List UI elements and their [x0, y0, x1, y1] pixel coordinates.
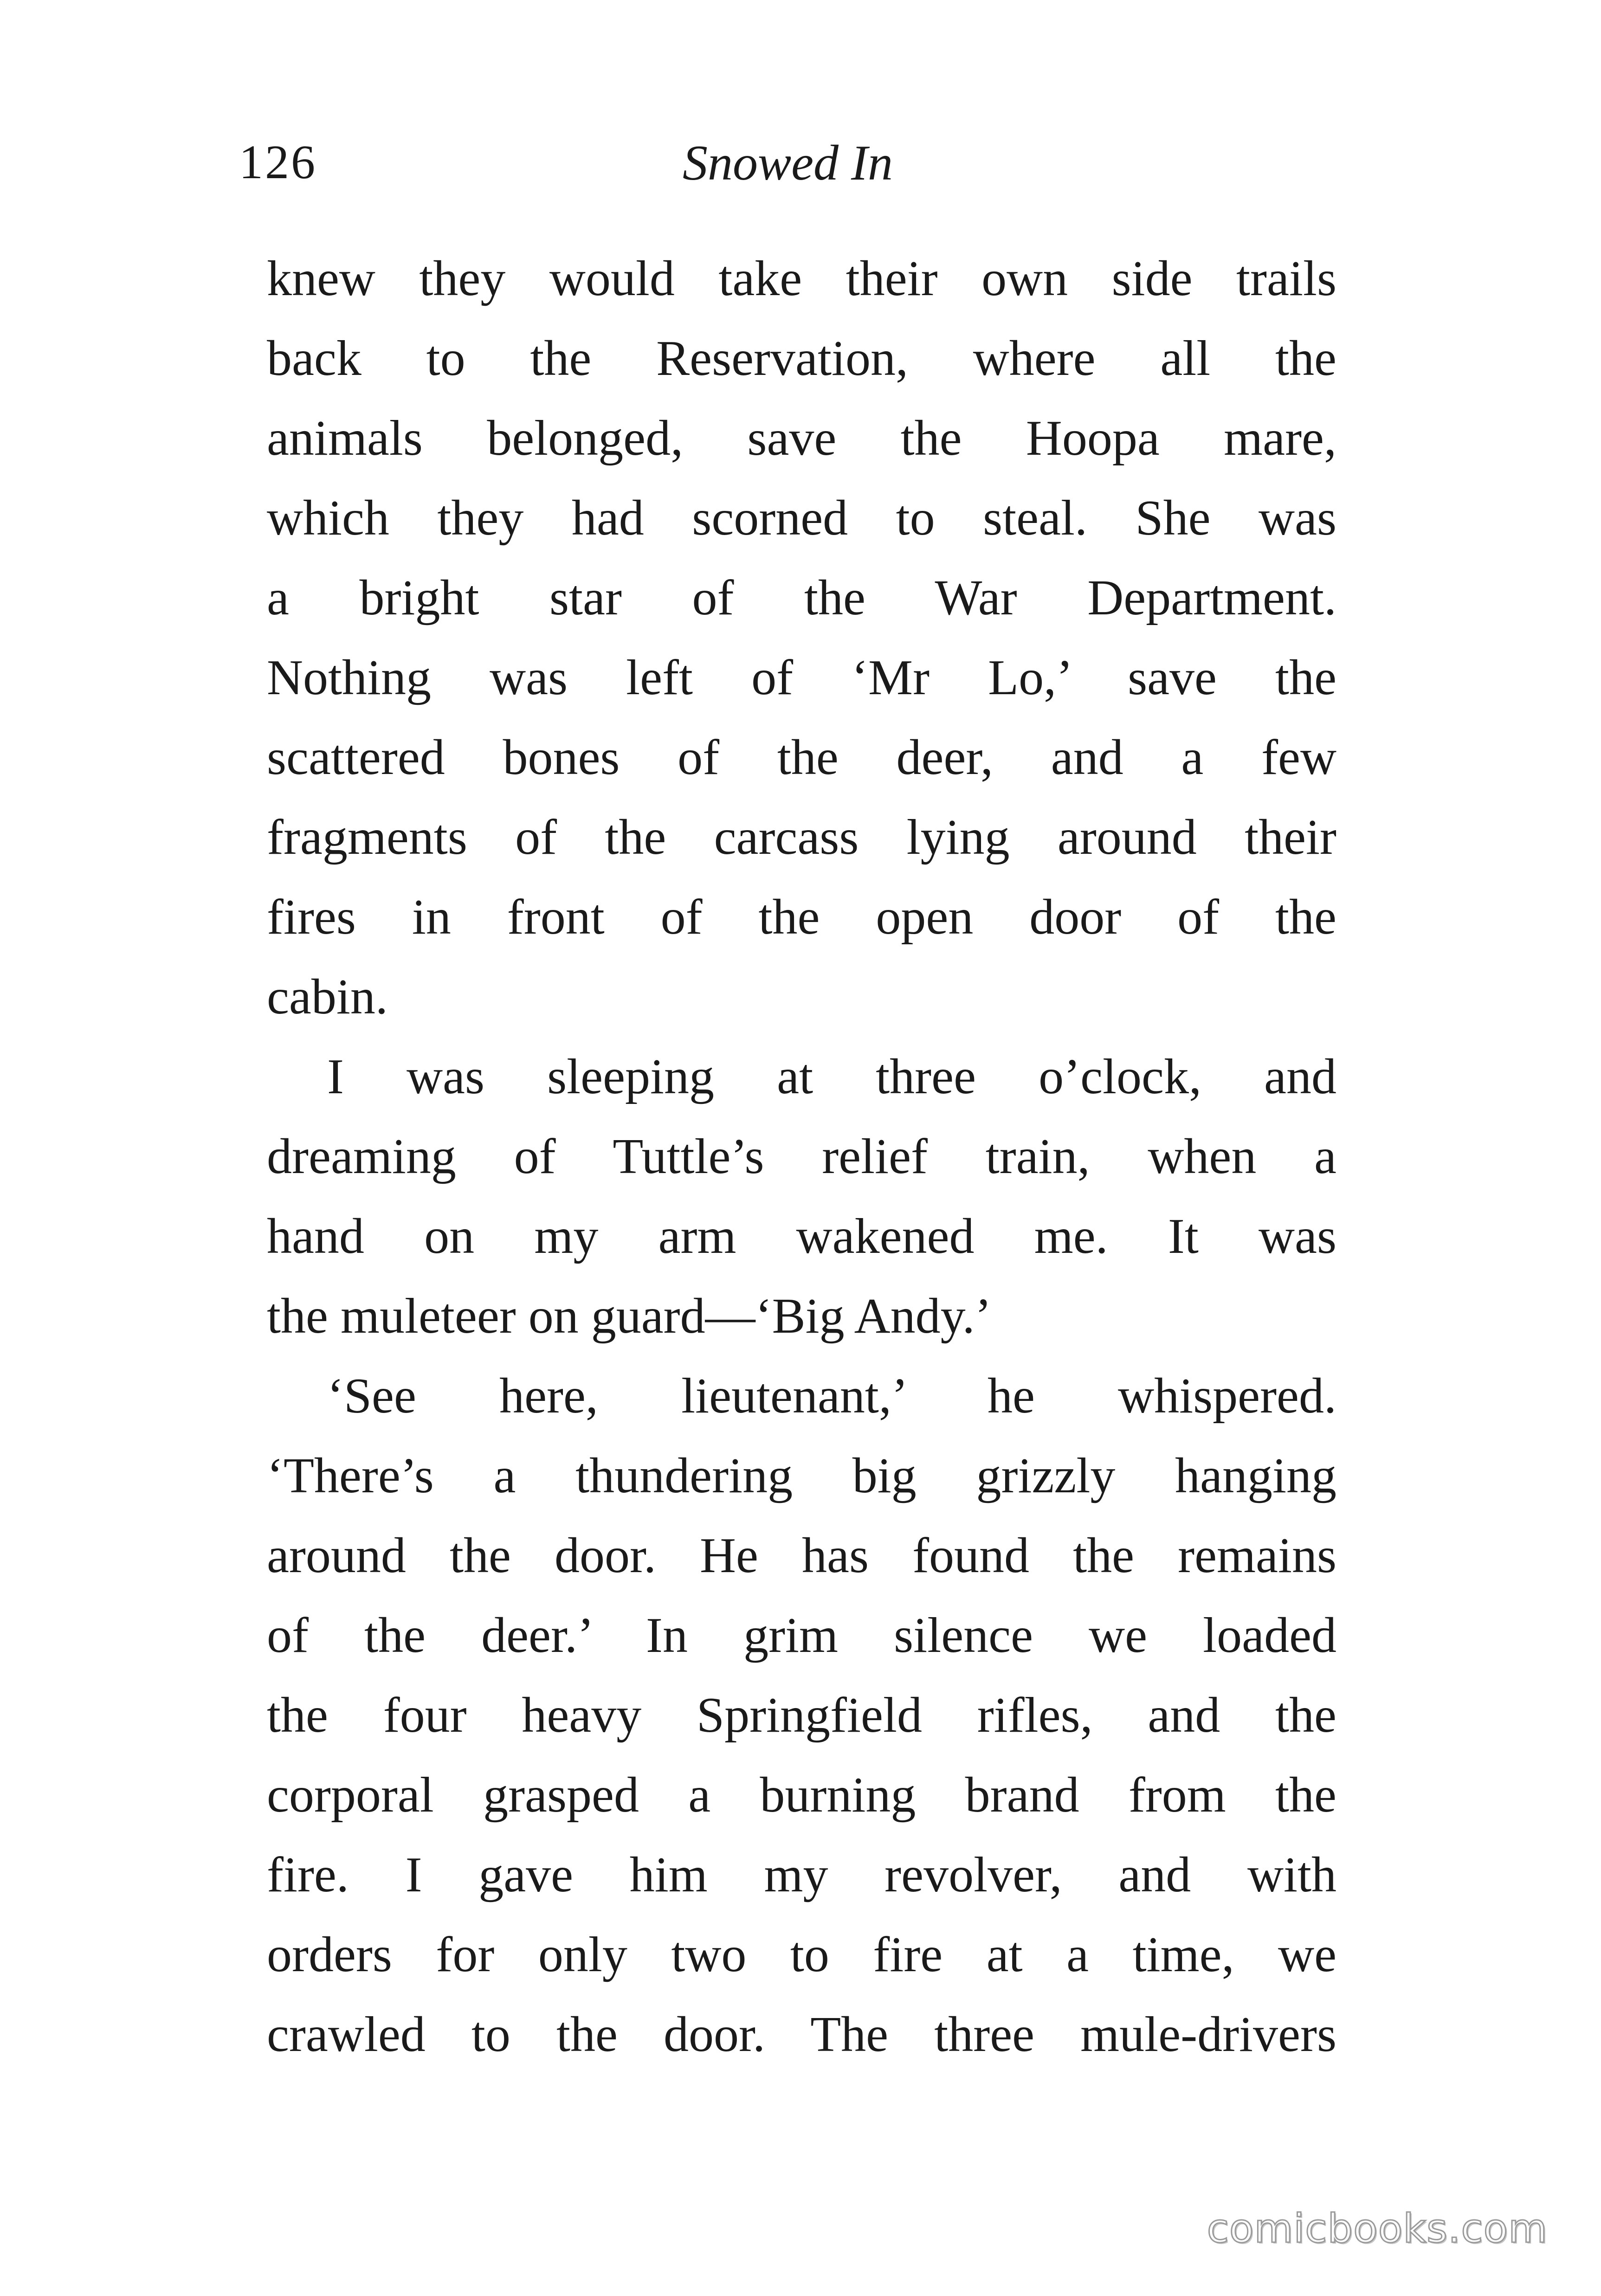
- text-line: knew they would take their own side trails: [267, 251, 1336, 306]
- text-line: of the deer.’ In grim silence we loaded: [267, 1608, 1336, 1663]
- paragraph: [267, 239, 1336, 1037]
- text-line: ‘There’s a thundering big grizzly hanging: [267, 1448, 1336, 1503]
- text-line: fire. I gave him my revolver, and with: [267, 1847, 1336, 1903]
- text-line: orders for only two to fire at a time, we: [267, 1927, 1336, 1982]
- paragraph: [267, 1356, 1336, 2075]
- paragraph: [267, 1037, 1336, 1356]
- page-number: 126: [239, 135, 317, 189]
- running-title: Snowed In: [683, 135, 893, 191]
- text-line: corporal grasped a burning brand from the: [267, 1767, 1336, 1823]
- text-line: scattered bones of the deer, and a few: [267, 730, 1336, 785]
- text-line: I was sleeping at three o’clock, and: [327, 1049, 1336, 1104]
- text-line: cabin.: [267, 969, 388, 1025]
- text-line: fragments of the carcass lying around their: [267, 810, 1336, 865]
- watermark-logo: comicbooks.com: [1207, 2206, 1548, 2252]
- body-text: [267, 239, 1336, 2075]
- text-line: the muleteer on guard—‘Big Andy.’: [267, 1289, 992, 1344]
- text-line: a bright star of the War Department.: [267, 570, 1336, 626]
- text-line: hand on my arm wakened me. It was: [267, 1209, 1336, 1264]
- running-head: [239, 135, 1336, 200]
- text-line: the four heavy Springfield rifles, and the: [267, 1688, 1336, 1743]
- text-line: back to the Reservation, where all the: [267, 331, 1336, 386]
- text-line: animals belonged, save the Hoopa mare,: [267, 411, 1336, 466]
- text-line: around the door. He has found the remains: [267, 1528, 1336, 1583]
- text-line: crawled to the door. The three mule-drivers: [267, 2007, 1336, 2062]
- text-line: which they had scorned to steal. She was: [267, 490, 1336, 546]
- text-line: Nothing was left of ‘Mr Lo,’ save the: [267, 650, 1336, 705]
- text-line: dreaming of Tuttle’s relief train, when a: [267, 1129, 1336, 1184]
- text-line: ‘See here, lieutenant,’ he whispered.: [327, 1368, 1336, 1424]
- text-line: fires in front of the open door of the: [267, 890, 1336, 945]
